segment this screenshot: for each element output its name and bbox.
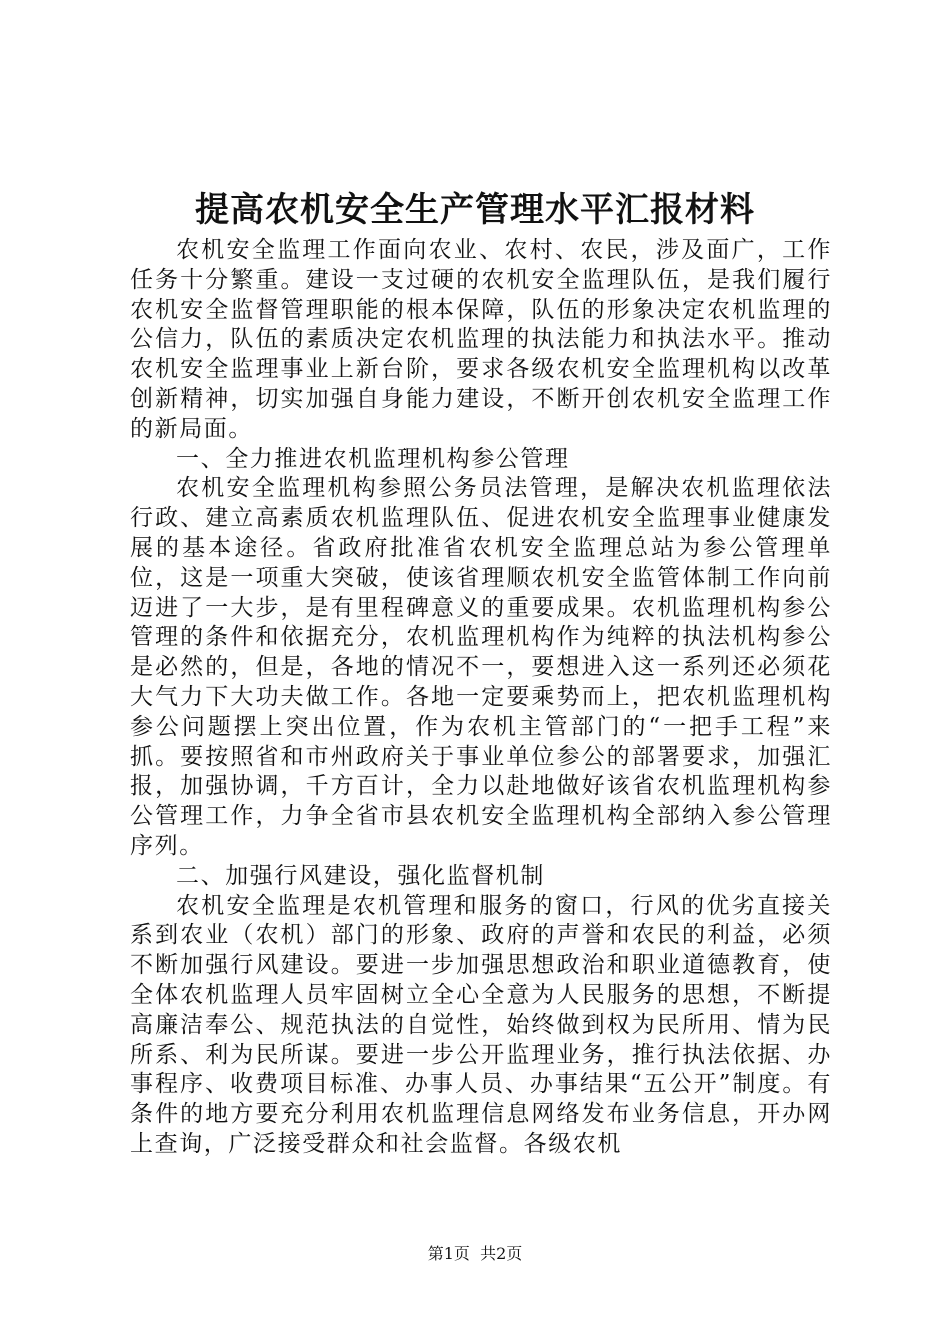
page-footer [0,1244,950,1264]
document-body [130,236,832,1160]
document-title: 提高农机安全生产管理水平汇报材料 [195,190,755,230]
section-heading-2: 二、加强行风建设，强化监督机制 [176,862,545,889]
page-number: 第1页 共2页 [427,1244,523,1263]
section-2-paragraph: 农机安全监理是农机管理和服务的窗口，行风的优劣直接关系到农业（农机）部门的形象、政府的声誉和农民的利益，必须不断加强行风建设。要进一步加强思想政治和职业道德教育，使全体农机监理人员牢固树立全心全意为人民服务的思想，不断提高廉洁奉公、规范执法的自觉性，始终做到权为民所用、情为民所系、利为民所谋。要进一步公开监理业务，推行执法依据、办事程序、收费项目标准、办事人员、办事结果“五公开”制度。有条件的地方要充分利用农机监理信息网络发布业务信息，开办网上查询，广泛接受群众和社会监督。各级农机 [130,892,832,1157]
intro-paragraph: 农机安全监理工作面向农业、农村、农民，涉及面广，工作任务十分繁重。建设一支过硬的农机安全监理队伍，是我们履行农机安全监督管理职能的根本保障，队伍的形象决定农机监理的公信力，队伍的素质决定农机监理的执法能力和执法水平。推动农机安全监理事业上新台阶，要求各级农机安全监理机构以改革创新精神，切实加强自身能力建设，不断开创农机安全监理工作的新局面。 [130,237,832,442]
section-heading-1: 一、全力推进农机监理机构参公管理 [176,445,570,472]
section-1-paragraph: 农机安全监理机构参照公务员法管理，是解决农机监理依法行政、建立高素质农机监理队伍、促进农机安全监理事业健康发展的基本途径。省政府批准省农机安全监理总站为参公管理单位，这是一项重大突破，使该省理顺农机安全监管体制工作向前迈进了一大步，是有里程碑意义的重要成果。农机监理机构参公管理的条件和依据充分，农机监理机构作为纯粹的执法机构参公是必然的，但是，各地的情况不一，要想进入这一系列还必须花大气力下大功夫做工作。各地一定要乘势而上，把农机监理机构参公问题摆上突出位置，作为农机主管部门的“一把手工程”来抓。要按照省和市州政府关于事业单位参公的部署要求，加强汇报，加强协调，千方百计，全力以赴地做好该省农机监理机构参公管理工作，力争全省市县农机安全监理机构全部纳入参公管理序列。 [130,475,832,859]
